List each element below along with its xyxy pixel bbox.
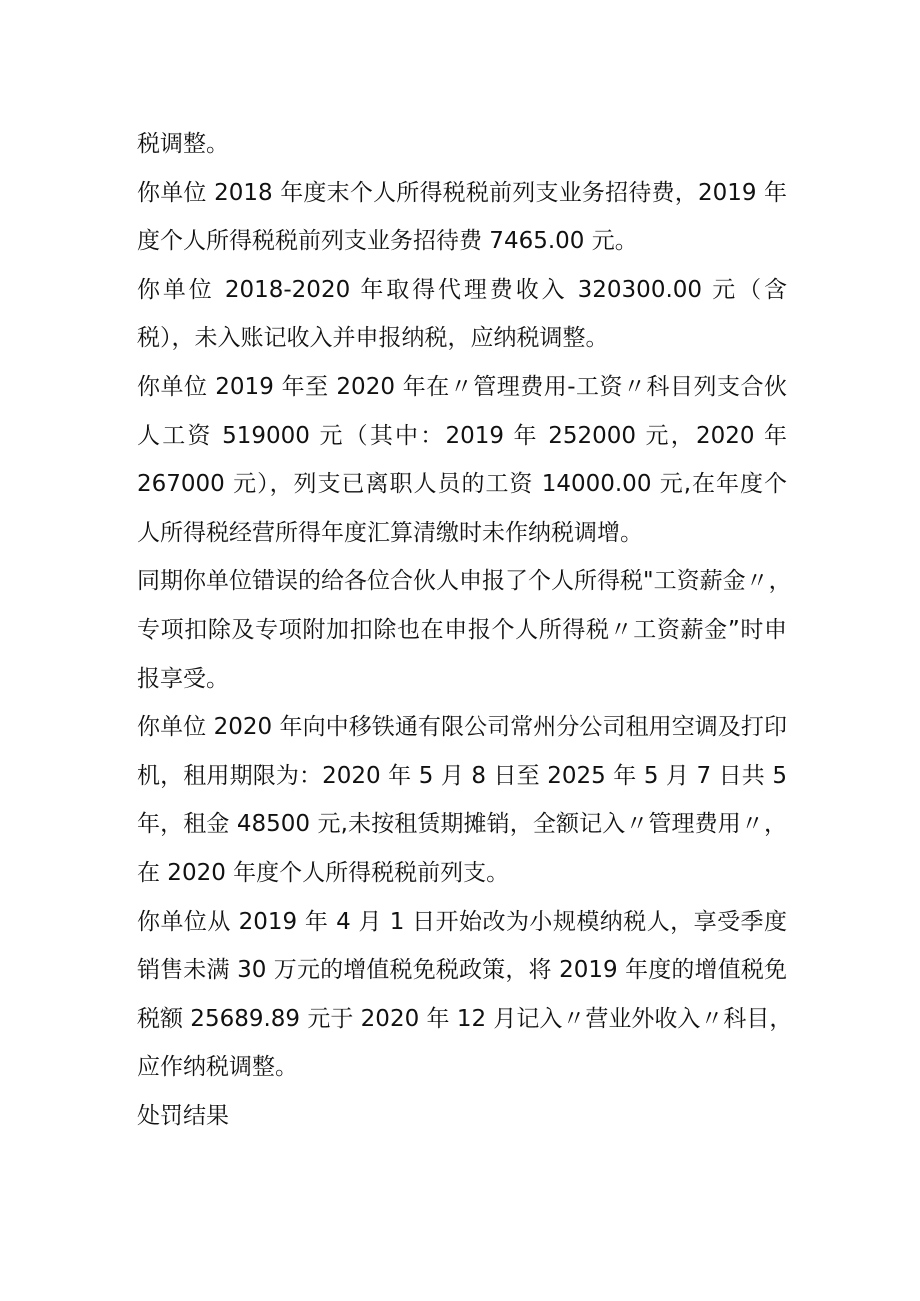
text-line-17: 你单位从 2019 年 4 月 1 日开始改为小规模纳税人，享受季度 <box>137 908 787 935</box>
section-heading-penalty-result: 处罚结果 <box>137 1102 229 1129</box>
text-line-15: 年，租金 48500 元,未按租赁期摊销，全额记入〃管理费用〃， <box>137 811 787 838</box>
text-line-4: 你单位 2018-2020 年取得代理费收入 320300.00 元（含 <box>137 276 787 303</box>
text-line-5: 税），未入账记收入并申报纳税，应纳税调整。 <box>137 325 609 352</box>
text-line-14: 机，租用期限为：2020 年 5 月 8 日至 2025 年 5 月 7 日共 5 <box>137 762 787 789</box>
text-line-1: 税调整。 <box>137 131 229 157</box>
text-line-10: 同期你单位错误的给各位合伙人申报了个人所得税"工资薪金〃， <box>137 568 792 595</box>
text-line-3: 度个人所得税税前列支业务招待费 7465.00 元。 <box>137 228 638 255</box>
text-line-6: 你单位 2019 年至 2020 年在〃管理费用-工资〃科目列支合伙 <box>137 373 787 400</box>
text-line-18: 销售未满 30 万元的增值税免税政策，将 2019 年度的增值税免 <box>137 957 787 984</box>
text-line-11: 专项扣除及专项附加扣除也在申报个人所得税〃工资薪金”时申 <box>137 616 787 643</box>
text-line-9: 人所得税经营所得年度汇算清缴时未作纳税调增。 <box>137 519 643 546</box>
text-line-16: 在 2020 年度个人所得税税前列支。 <box>137 859 510 886</box>
text-line-12: 报享受。 <box>137 665 229 692</box>
text-line-2: 你单位 2018 年度末个人所得税税前列支业务招待费，2019 年 <box>137 179 787 206</box>
text-line-20: 应作纳税调整。 <box>137 1054 298 1081</box>
document-body <box>137 120 793 1140</box>
text-line-19: 税额 25689.89 元于 2020 年 12 月记入〃营业外收入〃科目， <box>137 1005 793 1032</box>
text-line-8: 267000 元），列支已离职人员的工资 14000.00 元,在年度个 <box>137 471 787 498</box>
text-line-13: 你单位 2020 年向中移铁通有限公司常州分公司租用空调及打印 <box>137 714 787 741</box>
text-line-7: 人工资 519000 元（其中：2019 年 252000 元，2020 年 <box>137 422 787 449</box>
